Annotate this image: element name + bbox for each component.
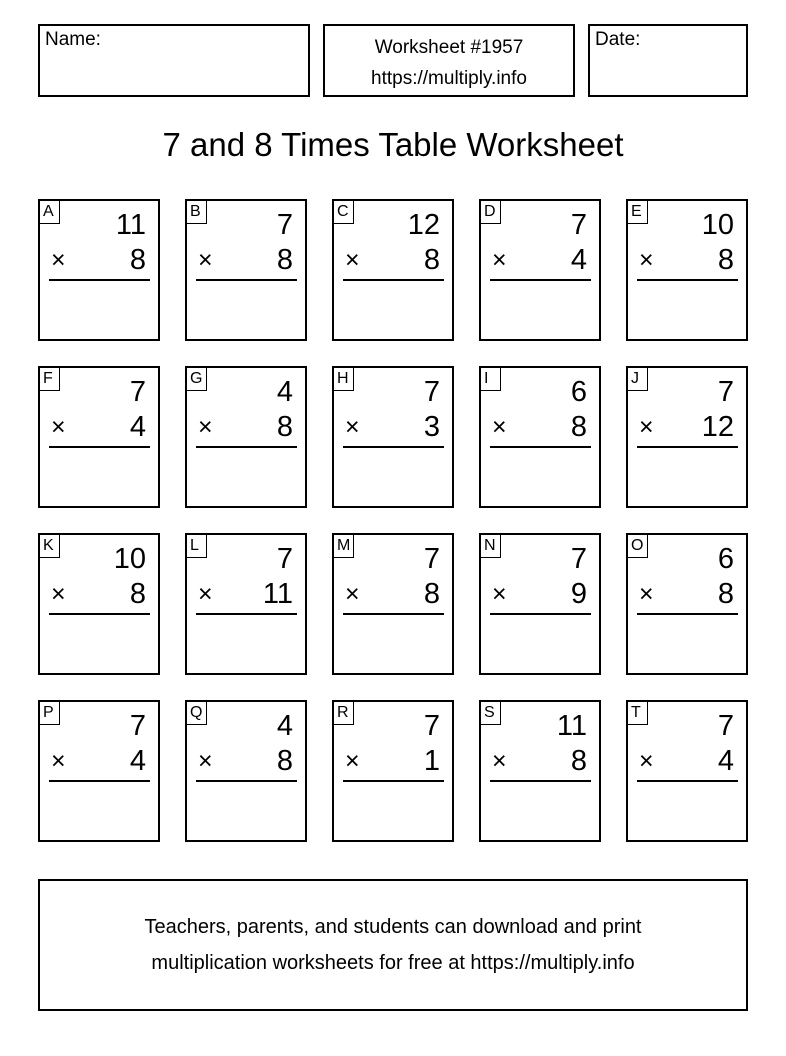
problem-label: T: [628, 702, 648, 725]
multiplicand: 7: [423, 376, 440, 408]
problem-card[interactable]: [185, 700, 307, 842]
problem-card[interactable]: [332, 199, 454, 341]
problem-label: S: [481, 702, 501, 725]
answer-line: [343, 613, 444, 615]
date-label: Date:: [595, 29, 641, 50]
problem-label: F: [40, 368, 60, 391]
problem-card[interactable]: [38, 366, 160, 508]
multiplier: 12: [701, 411, 734, 443]
multiply-sign-icon: ×: [492, 413, 507, 441]
problem-label: L: [187, 535, 207, 558]
problem-card[interactable]: [185, 533, 307, 675]
problem-card[interactable]: [479, 533, 601, 675]
problem-label: M: [334, 535, 354, 558]
multiplier: 8: [129, 244, 146, 276]
answer-line: [196, 446, 297, 448]
answer-line: [196, 613, 297, 615]
problem-label: G: [187, 368, 207, 391]
multiplier: 8: [276, 745, 293, 777]
answer-line: [637, 446, 738, 448]
multiplier: 8: [423, 244, 440, 276]
multiply-sign-icon: ×: [639, 246, 654, 274]
problem-label: A: [40, 201, 60, 224]
multiplicand: 7: [276, 543, 293, 575]
multiplier: 8: [423, 578, 440, 610]
problem-label: E: [628, 201, 648, 224]
multiplier: 8: [276, 411, 293, 443]
problem-card[interactable]: [185, 366, 307, 508]
problem-card[interactable]: [479, 366, 601, 508]
multiplicand: 11: [115, 209, 146, 241]
multiplier: 1: [423, 745, 440, 777]
multiplicand: 7: [423, 543, 440, 575]
multiply-sign-icon: ×: [51, 413, 66, 441]
problem-label: R: [334, 702, 354, 725]
multiplier: 8: [717, 244, 734, 276]
page-title: 7 and 8 Times Table Worksheet: [162, 126, 624, 163]
answer-line: [49, 279, 150, 281]
problem-card[interactable]: [626, 533, 748, 675]
multiplier: 8: [129, 578, 146, 610]
problem-label: D: [481, 201, 501, 224]
answer-line: [343, 780, 444, 782]
problem-card[interactable]: [332, 700, 454, 842]
problem-label: C: [334, 201, 354, 224]
name-box[interactable]: [38, 24, 310, 97]
multiply-sign-icon: ×: [492, 246, 507, 274]
multiplicand: 7: [423, 710, 440, 742]
footer-box: [38, 879, 748, 1011]
multiplier: 8: [276, 244, 293, 276]
multiply-sign-icon: ×: [345, 580, 360, 608]
problem-label: N: [481, 535, 501, 558]
answer-line: [637, 780, 738, 782]
multiplier: 4: [717, 745, 734, 777]
multiplicand: 4: [276, 376, 293, 408]
name-label: Name:: [45, 29, 101, 50]
multiplicand: 7: [717, 376, 734, 408]
multiplicand: 12: [407, 209, 440, 241]
problem-label: P: [40, 702, 60, 725]
answer-line: [196, 279, 297, 281]
answer-line: [343, 279, 444, 281]
multiplier: 11: [262, 578, 293, 610]
answer-line: [49, 613, 150, 615]
footer-line-2: multiplication worksheets for free at https://multiply.info: [151, 952, 635, 974]
problem-label: B: [187, 201, 207, 224]
problem-card[interactable]: [185, 199, 307, 341]
answer-line: [490, 613, 591, 615]
multiply-sign-icon: ×: [492, 580, 507, 608]
multiply-sign-icon: ×: [345, 747, 360, 775]
multiplicand: 7: [129, 710, 146, 742]
multiply-sign-icon: ×: [345, 413, 360, 441]
multiplier: 3: [423, 411, 440, 443]
multiplier: 4: [570, 244, 587, 276]
worksheet-info-box: [323, 24, 575, 97]
multiply-sign-icon: ×: [639, 747, 654, 775]
answer-line: [490, 780, 591, 782]
multiplier: 8: [570, 411, 587, 443]
multiplicand: 7: [570, 209, 587, 241]
problem-card[interactable]: [38, 533, 160, 675]
answer-line: [490, 446, 591, 448]
multiplier: 4: [129, 411, 146, 443]
answer-line: [490, 279, 591, 281]
worksheet-website: https://multiply.info: [371, 68, 527, 89]
multiply-sign-icon: ×: [639, 413, 654, 441]
multiplicand: 10: [701, 209, 734, 241]
multiplier: 4: [129, 745, 146, 777]
problem-label: O: [628, 535, 648, 558]
multiply-sign-icon: ×: [198, 413, 213, 441]
problem-card[interactable]: [479, 700, 601, 842]
multiply-sign-icon: ×: [639, 580, 654, 608]
multiplicand: 10: [113, 543, 146, 575]
worksheet-number: Worksheet #1957: [374, 37, 524, 58]
footer-line-1: Teachers, parents, and students can download and print: [144, 916, 642, 938]
multiplicand: 7: [570, 543, 587, 575]
multiplicand: 7: [717, 710, 734, 742]
answer-line: [196, 780, 297, 782]
multiplicand: 6: [717, 543, 734, 575]
problem-card[interactable]: [332, 366, 454, 508]
problem-card[interactable]: [479, 199, 601, 341]
multiplicand: 7: [276, 209, 293, 241]
problem-label: J: [628, 368, 648, 391]
multiplicand: 11: [556, 710, 587, 742]
problem-card[interactable]: [38, 700, 160, 842]
answer-line: [637, 279, 738, 281]
problem-card[interactable]: [626, 199, 748, 341]
multiply-sign-icon: ×: [51, 246, 66, 274]
problem-card[interactable]: [626, 700, 748, 842]
multiplier: 8: [717, 578, 734, 610]
multiplicand: 6: [570, 376, 587, 408]
multiply-sign-icon: ×: [198, 747, 213, 775]
multiply-sign-icon: ×: [51, 580, 66, 608]
answer-line: [343, 446, 444, 448]
multiplicand: 4: [276, 710, 293, 742]
problem-card[interactable]: [38, 199, 160, 341]
multiply-sign-icon: ×: [345, 246, 360, 274]
multiply-sign-icon: ×: [492, 747, 507, 775]
multiplicand: 7: [129, 376, 146, 408]
answer-line: [49, 780, 150, 782]
problem-label: Q: [187, 702, 207, 725]
multiply-sign-icon: ×: [198, 246, 213, 274]
multiplier: 9: [570, 578, 587, 610]
date-box[interactable]: [588, 24, 748, 97]
multiplier: 8: [570, 745, 587, 777]
multiply-sign-icon: ×: [198, 580, 213, 608]
problem-card[interactable]: [626, 366, 748, 508]
problem-label: H: [334, 368, 354, 391]
problem-card[interactable]: [332, 533, 454, 675]
answer-line: [637, 613, 738, 615]
multiply-sign-icon: ×: [51, 747, 66, 775]
answer-line: [49, 446, 150, 448]
problem-label: K: [40, 535, 60, 558]
problem-label: I: [481, 368, 501, 391]
